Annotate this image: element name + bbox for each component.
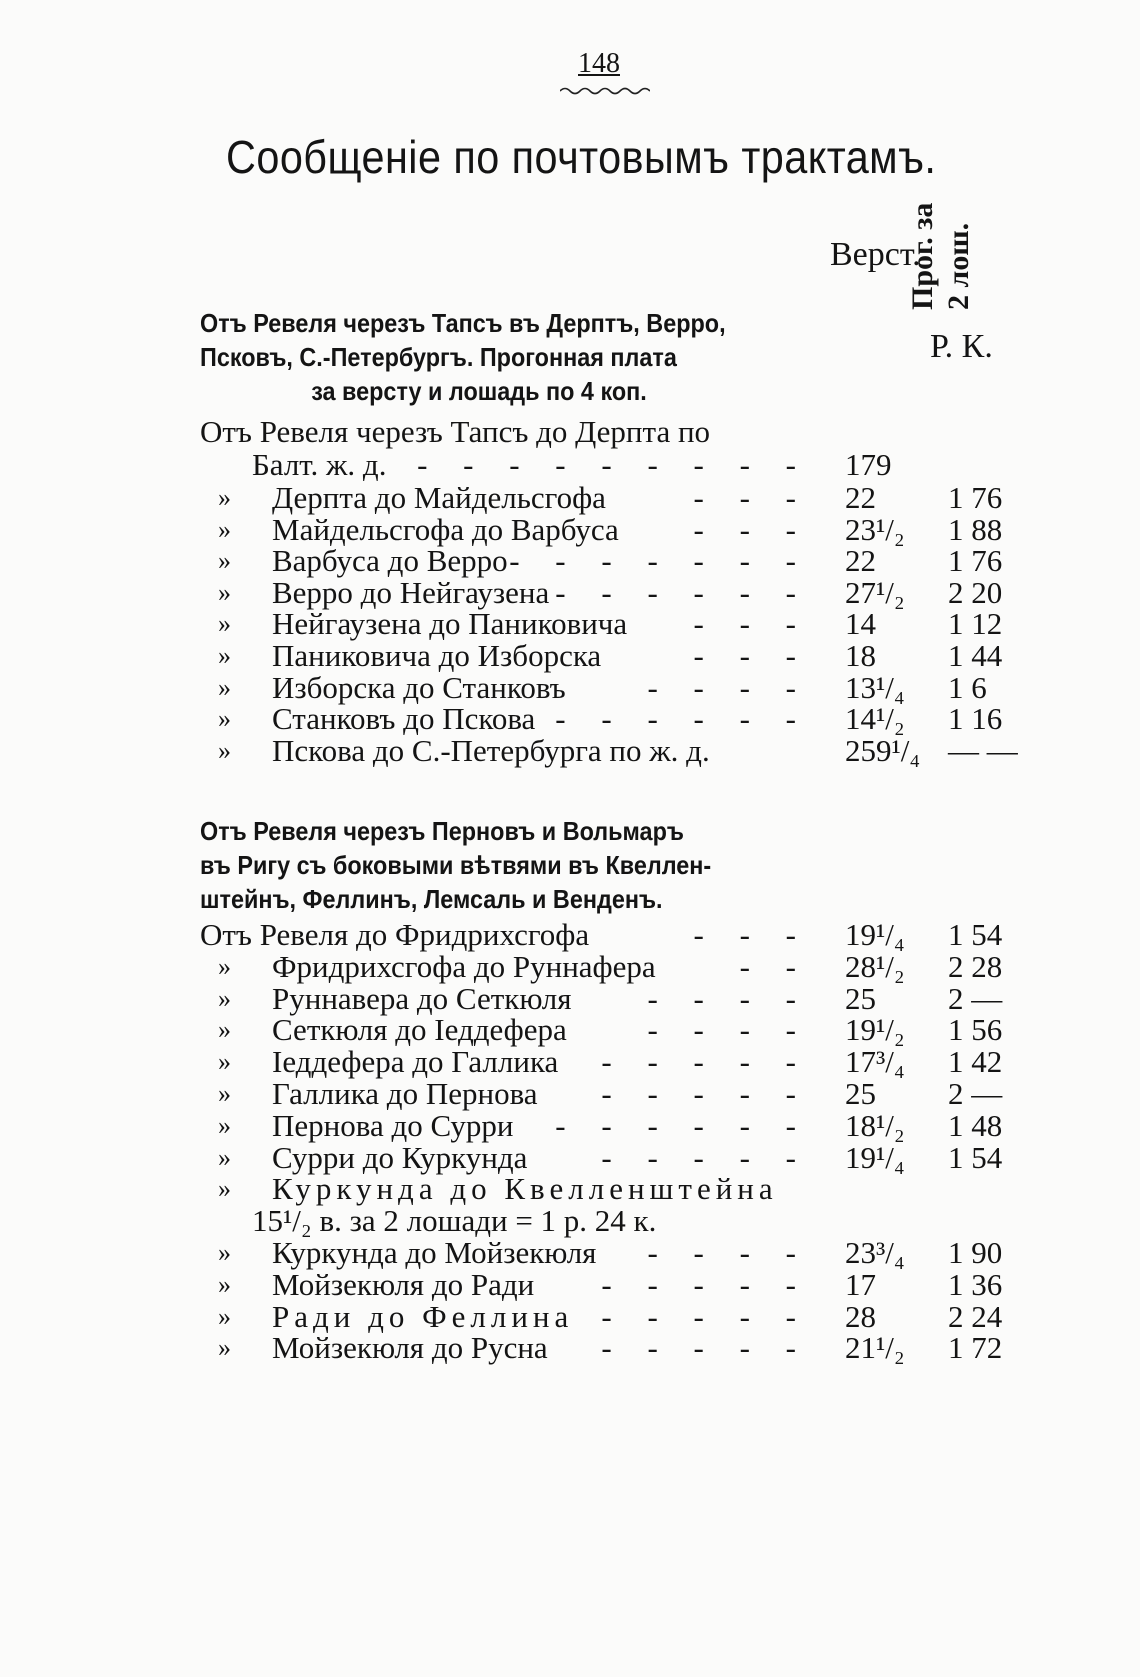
verst-value: 28 <box>845 1298 876 1334</box>
fare-value: 2 — <box>948 1076 1003 1111</box>
verst-value: 14 <box>845 606 876 642</box>
heading-line: Псковъ, С.-Петербургъ. Прогонная плата <box>200 342 677 372</box>
table-row <box>0 513 1140 546</box>
verst-value: 179 <box>845 447 892 482</box>
leader-dots: - - - - - <box>601 1266 810 1302</box>
heading-line: Отъ Ревеля черезъ Перновъ и Вольмаръ <box>200 816 684 846</box>
progon-line-2: 2 лош. <box>942 222 975 310</box>
route-text: Балт. ж. д. <box>252 447 387 482</box>
fare-value: 1 88 <box>948 511 1003 547</box>
table-row <box>0 702 1140 735</box>
table-row <box>0 950 1140 983</box>
leader-dots: - - - - <box>647 1012 810 1048</box>
verst-value: 18 <box>845 638 876 673</box>
leader-dots: - - - - - <box>601 1044 810 1080</box>
verst-value: 28¹/₂ <box>845 948 905 984</box>
route-text: Станковъ до Пскова <box>272 701 536 737</box>
verst-value: 19¹/₄ <box>845 1139 905 1175</box>
table-row <box>0 415 1140 448</box>
row-marker: » <box>218 983 231 1013</box>
fare-value: 1 12 <box>948 606 1003 642</box>
fare-value: 2 24 <box>948 1298 1003 1334</box>
row-marker: » <box>218 1015 231 1045</box>
leader-dots: - - - - - - - - - <box>417 447 810 482</box>
leader-dots: - - - - - - - <box>509 543 810 579</box>
leader-dots: - - - - - <box>601 1330 810 1366</box>
fare-value: 1 6 <box>948 669 987 705</box>
leader-dots: - - - - - <box>601 1076 810 1111</box>
table-row <box>0 982 1140 1015</box>
table-row <box>0 1204 1140 1237</box>
wavy-rule-ornament <box>560 86 650 96</box>
leader-dots: - - - - - - <box>555 1107 810 1143</box>
column-header-progon <box>905 198 1015 310</box>
row-marker: » <box>218 577 231 607</box>
table-row <box>0 1013 1140 1046</box>
leader-dots: - - - - - <box>601 1298 810 1334</box>
verst-value: 23¹/₂ <box>845 511 905 547</box>
heading-line: штейнъ, Феллинъ, Лемсаль и Венденъ. <box>200 884 663 914</box>
table-row <box>0 918 1140 951</box>
route-text: Іеддефера до Галлика <box>272 1044 559 1080</box>
section-2-heading <box>200 814 758 916</box>
route-text: Куркунда до Мойзекюля <box>272 1235 597 1270</box>
page-number: 148 <box>578 48 620 79</box>
leader-dots: - - - <box>693 917 810 952</box>
row-marker: » <box>218 1238 231 1267</box>
route-text: Верро до Нейгаузена <box>272 574 550 610</box>
verst-value: 17³/₄ <box>845 1044 905 1080</box>
route-text: Майдельсгофа до Варбуса <box>272 511 619 547</box>
leader-dots: - - - - <box>647 1235 810 1270</box>
fare-value: 1 36 <box>948 1266 1003 1302</box>
row-marker: » <box>218 1301 231 1331</box>
verst-value: 13¹/₄ <box>845 669 905 705</box>
table-row <box>0 734 1140 767</box>
route-text: Мойзекюля до Русна <box>272 1330 548 1366</box>
route-text: Сурри до Куркунда <box>272 1139 528 1175</box>
leader-dots: - - - <box>693 511 810 547</box>
route-text: Паниковича до Изборска <box>272 638 602 673</box>
leader-dots: - - - <box>693 480 810 515</box>
verst-value: 23³/₄ <box>845 1235 905 1270</box>
leader-dots: - - - <box>693 638 810 673</box>
section-1-heading <box>200 306 758 408</box>
table-row <box>0 576 1140 609</box>
row-marker: » <box>218 546 231 576</box>
fare-value: 2 28 <box>948 948 1003 984</box>
route-text: Руннавера до Сеткюля <box>272 980 572 1016</box>
table-row <box>0 481 1140 514</box>
row-marker: » <box>218 514 231 544</box>
route-text: Пернова до Сурри <box>272 1107 514 1143</box>
table-row <box>0 1300 1140 1333</box>
progon-line-1: Прог. за <box>906 202 939 310</box>
row-marker: » <box>218 1269 231 1299</box>
fare-value: 1 76 <box>948 480 1003 515</box>
fare-value: 1 56 <box>948 1012 1003 1048</box>
row-marker: » <box>218 1079 231 1108</box>
fare-value: 2 — <box>948 980 1003 1016</box>
verst-value: 259¹/₄ <box>845 732 921 768</box>
route-text: Варбуса до Верро <box>272 543 508 579</box>
route-text: Отъ Ревеля черезъ Тапсъ до Дерпта по <box>200 414 711 449</box>
verst-value: 22 <box>845 480 876 515</box>
leader-dots: - - <box>739 948 810 984</box>
column-header-rk: Р. К. <box>930 328 993 365</box>
verst-value: 25 <box>845 1076 876 1111</box>
fare-value: 1 76 <box>948 543 1003 579</box>
fare-value: 1 54 <box>948 1139 1003 1175</box>
verst-value: 22 <box>845 543 876 579</box>
row-marker: » <box>218 1110 231 1140</box>
fare-value: 1 42 <box>948 1044 1003 1080</box>
table-row <box>0 1172 1140 1205</box>
route-text: Изборска до Станковъ <box>272 669 566 705</box>
leader-dots: - - - - - - <box>555 574 810 610</box>
leader-dots: - - - <box>693 606 810 642</box>
table-row <box>0 1077 1140 1110</box>
verst-value: 21¹/₂ <box>845 1330 905 1366</box>
row-marker: » <box>218 951 231 981</box>
row-marker: » <box>218 609 231 639</box>
row-marker: » <box>218 1142 231 1172</box>
table-row <box>0 1331 1140 1364</box>
verst-value: 27¹/₂ <box>845 574 905 610</box>
fare-value: 1 72 <box>948 1330 1003 1366</box>
verst-value: 19¹/₄ <box>845 917 905 952</box>
leader-dots: - - - - <box>647 980 810 1016</box>
route-text: Пскова до С.-Петербурга по ж. д. <box>272 732 710 768</box>
fare-value: 1 90 <box>948 1235 1003 1270</box>
table-row <box>0 607 1140 640</box>
row-marker: » <box>218 704 231 734</box>
row-marker: » <box>218 641 231 670</box>
route-text: Нейгаузена до Паниковича <box>272 606 628 642</box>
route-text: Ради до Феллина <box>272 1298 574 1334</box>
row-marker: » <box>218 1174 231 1204</box>
route-text: Сеткюля до Іеддефера <box>272 1012 567 1048</box>
table-row <box>0 639 1140 672</box>
route-text: Фридрихсгофа до Руннафера <box>272 948 656 984</box>
fare-value: 1 48 <box>948 1107 1003 1143</box>
table-row <box>0 671 1140 704</box>
fare-value: 2 20 <box>948 574 1003 610</box>
fare-value: 1 44 <box>948 638 1003 673</box>
fare-value: 1 54 <box>948 917 1003 952</box>
leader-dots: - - - - <box>647 669 810 705</box>
table-row <box>0 1045 1140 1078</box>
route-text: Галлика до Пернова <box>272 1076 538 1111</box>
heading-line: за версту и лошадь по 4 коп. <box>311 376 647 406</box>
page-title: Сообщеніе по почтовымъ трактамъ. <box>226 131 937 183</box>
row-marker: » <box>218 483 231 512</box>
route-text: Дерпта до Майдельсгофа <box>272 480 606 515</box>
leader-dots: - - - - - <box>601 1139 810 1175</box>
row-marker: » <box>218 1333 231 1363</box>
heading-line: въ Ригу съ боковыми вѣтвями въ Квеллен- <box>200 850 712 880</box>
row-marker: » <box>218 735 231 765</box>
leader-dots: - - - - - - <box>555 701 810 737</box>
verst-value: 17 <box>845 1266 876 1302</box>
heading-line: Отъ Ревеля черезъ Тапсъ въ Дерптъ, Верро, <box>200 308 726 338</box>
fare-value: 1 16 <box>948 701 1003 737</box>
fare-value: — — <box>948 732 1018 768</box>
table-row <box>0 1109 1140 1142</box>
table-row <box>0 544 1140 577</box>
row-marker: » <box>218 672 231 702</box>
route-text: Куркунда до Квелленштейна <box>272 1171 778 1207</box>
table-row <box>0 1268 1140 1301</box>
verst-value: 18¹/₂ <box>845 1107 905 1143</box>
verst-value: 19¹/₂ <box>845 1012 905 1048</box>
table-row <box>0 1141 1140 1174</box>
verst-value: 25 <box>845 980 876 1016</box>
route-text: Отъ Ревеля до Фридрихсгофа <box>200 917 590 952</box>
row-marker: » <box>218 1047 231 1077</box>
verst-value: 14¹/₂ <box>845 701 905 737</box>
route-text: Мойзекюля до Ради <box>272 1266 535 1302</box>
table-row <box>0 448 1140 481</box>
route-text: 15¹/₂ в. за 2 лошади = 1 р. 24 к. <box>252 1203 657 1239</box>
column-header-verst: Верст. <box>830 236 921 273</box>
table-row <box>0 1236 1140 1269</box>
